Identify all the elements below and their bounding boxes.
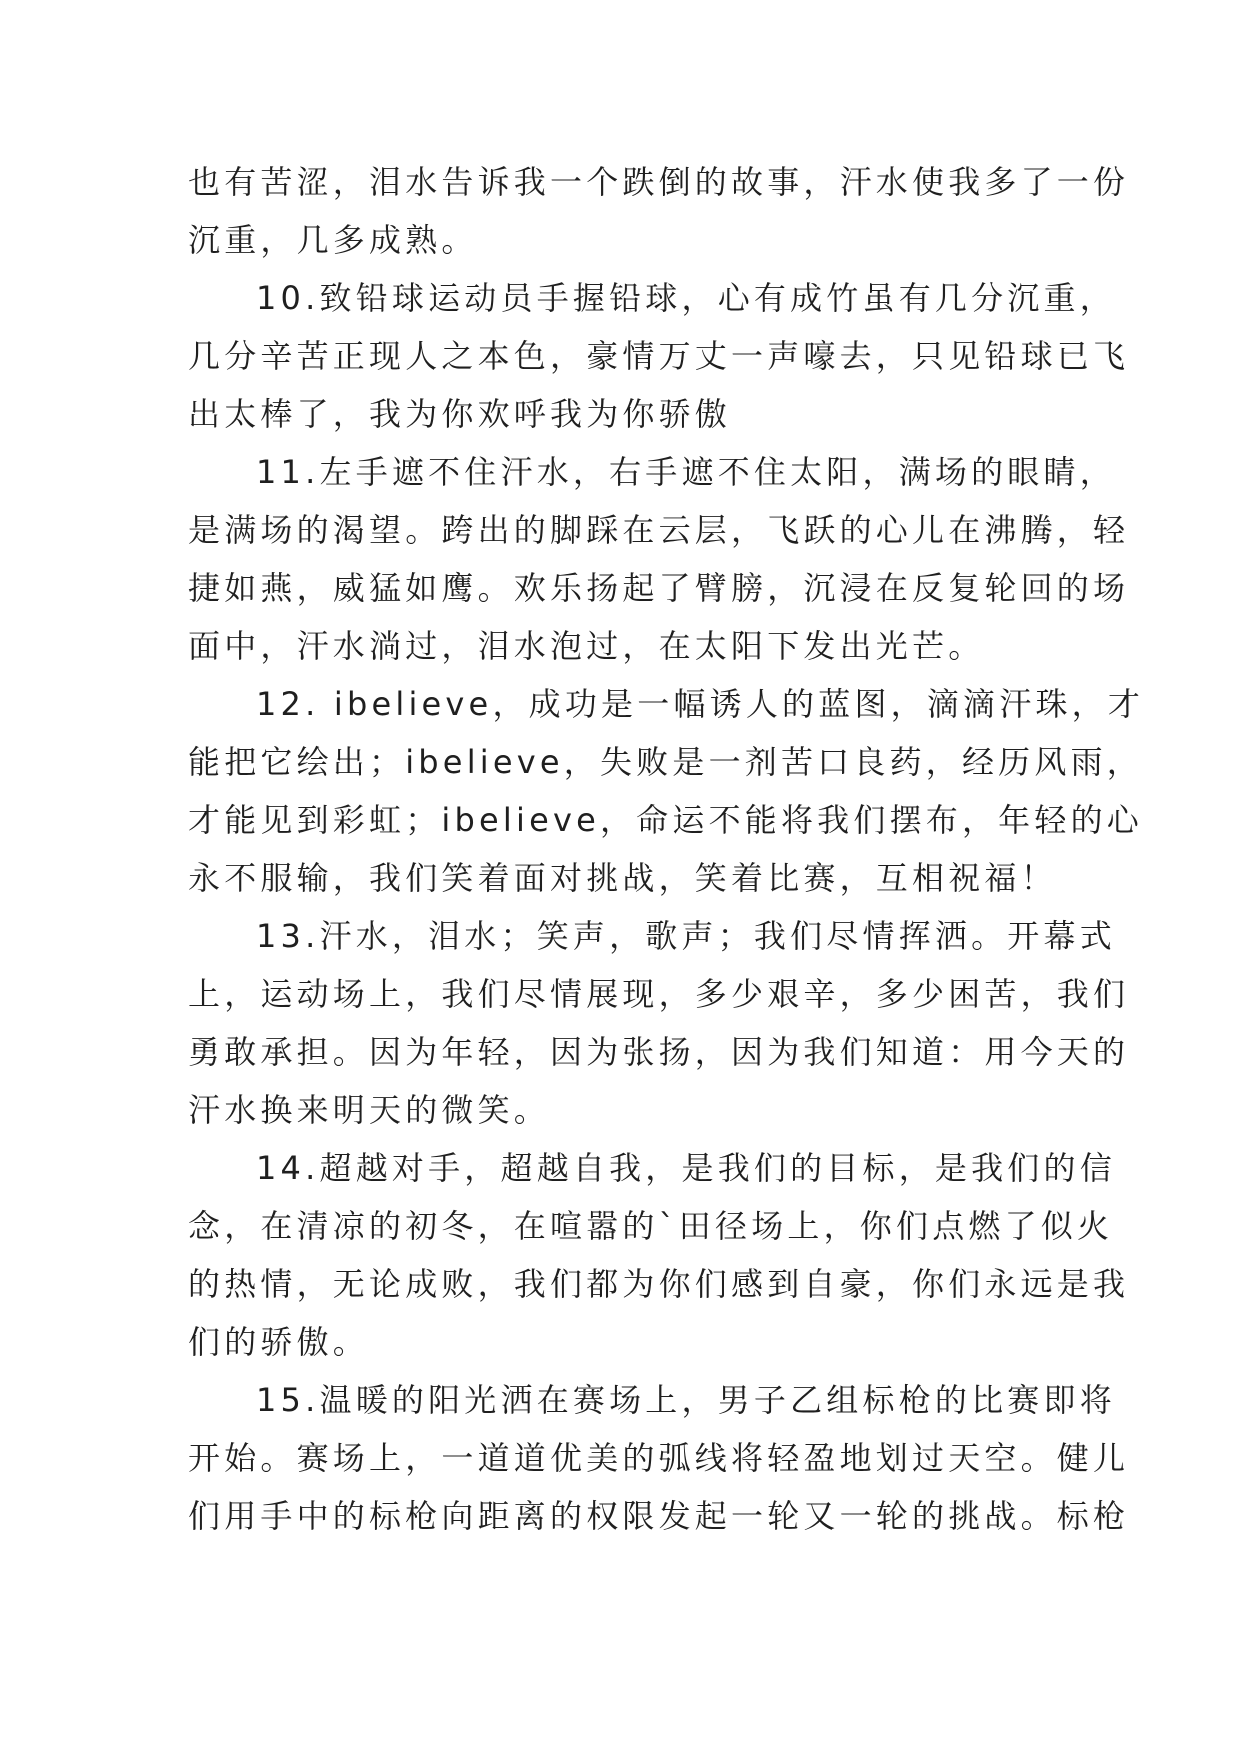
paragraph-start-11: 11.左手遮不住汗水，右手遮不住太阳，满场的眼睛， (256, 453, 1116, 491)
text-line: 上，运动场上，我们尽情展现，多少艰辛，多少困苦，我们 (188, 975, 1130, 1013)
text-line: 也有苦涩，泪水告诉我一个跌倒的故事，汗水使我多了一份 (188, 163, 1130, 201)
paragraph-start-14: 14.超越对手，超越自我，是我们的目标，是我们的信 (256, 1149, 1116, 1187)
document-page (188, 153, 1145, 1545)
text-line: 面中，汗水淌过，泪水泡过，在太阳下发出光芒。 (188, 627, 985, 665)
text-line: 们的骄傲。 (188, 1323, 370, 1361)
text-line: 勇敢承担。因为年轻，因为张扬，因为我们知道：用今天的 (188, 1033, 1130, 1071)
text-line: 捷如燕，威猛如鹰。欢乐扬起了臂膀，沉浸在反复轮回的场 (188, 569, 1130, 607)
text-line: 永不服输，我们笑着面对挑战，笑着比赛，互相祝福！ (188, 859, 1057, 897)
text-line: 开始。赛场上，一道道优美的弧线将轻盈地划过天空。健儿 (188, 1439, 1130, 1477)
paragraph-start-15: 15.温暖的阳光洒在赛场上，男子乙组标枪的比赛即将 (256, 1381, 1116, 1419)
text-line: 念，在清凉的初冬，在喧嚣的`田径场上，你们点燃了似火 (188, 1207, 1114, 1245)
paragraph-start-13: 13.汗水，泪水；笑声，歌声；我们尽情挥洒。开幕式 (256, 917, 1116, 955)
text-line: 是满场的渴望。跨出的脚踩在云层，飞跃的心儿在沸腾，轻 (188, 511, 1130, 549)
paragraph-start-10: 10.致铅球运动员手握铅球，心有成竹虽有几分沉重， (256, 279, 1116, 317)
text-line: 沉重，几多成熟。 (188, 221, 478, 259)
text-line: 的热情，无论成败，我们都为你们感到自豪，你们永远是我 (188, 1265, 1130, 1303)
text-line: 汗水换来明天的微笑。 (188, 1091, 551, 1129)
text-line: 能把它绘出；ibelieve，失败是一剂苦口良药，经历风雨， (188, 743, 1143, 781)
text-line: 几分辛苦正现人之本色，豪情万丈一声嚎去，只见铅球已飞 (188, 337, 1130, 375)
text-line: 才能见到彩虹；ibelieve，命运不能将我们摆布，年轻的心 (188, 801, 1143, 839)
paragraph-start-12: 12. ibelieve，成功是一幅诱人的蓝图，滴滴汗珠，才 (256, 685, 1145, 723)
text-line: 们用手中的标枪向距离的权限发起一轮又一轮的挑战。标枪 (188, 1497, 1130, 1535)
text-line: 出太棒了，我为你欢呼我为你骄傲 (188, 395, 732, 433)
